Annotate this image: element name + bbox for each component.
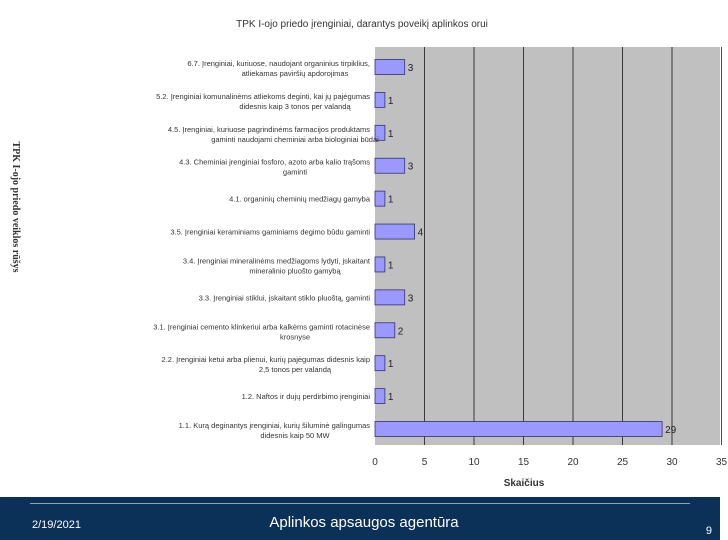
category-label: 3.1. Įrenginiai cemento klinkeriui arba kalkėms gaminti rotacinėse krosnyse (153, 322, 370, 342)
bar-value-label: 1 (387, 260, 394, 272)
bar-value-label: 29 (665, 425, 677, 436)
bar (375, 323, 395, 338)
x-tick-label: 35 (715, 457, 728, 468)
bar (375, 60, 405, 75)
x-axis-title: Skaičius (503, 478, 545, 489)
x-axis-ticks (372, 457, 727, 468)
footer-date: 2/19/2021 (32, 519, 81, 531)
bar (375, 92, 385, 107)
chart-title: TPK I-ojo priedo įrenginiai, darantys poveikį aplinkos orui (236, 19, 488, 30)
category-label: 3.3. Įrenginiai stiklui, įskaitant stiklo pluoštą, gaminti (198, 293, 370, 303)
bar (375, 224, 415, 239)
bar (375, 389, 385, 404)
bar-value-label: 1 (387, 392, 394, 404)
bar (375, 191, 385, 206)
bar-value-label: 2 (397, 326, 404, 338)
bar-value-label: 1 (387, 95, 394, 107)
bar-value-label: 3 (407, 161, 414, 173)
category-label: 6.7. Įrenginiai, kuriuose, naudojant organinius tirpiklius, atliekamas paviršių apdorojimas (187, 59, 370, 78)
category-label: 3.4. Įrenginiai mineralinėms medžiagoms lydyti, įskaitant mineralinio pluošto gamybą (182, 256, 370, 276)
footer-organization: Aplinkos apsaugos agentūra (269, 514, 459, 531)
bar (375, 422, 662, 437)
category-label: 4.1. organinių cheminių medžiagų gamyba (229, 194, 370, 204)
x-tick-label: 10 (468, 457, 480, 468)
x-tick-label: 25 (616, 457, 629, 468)
bar (375, 356, 385, 371)
page-number: 9 (705, 525, 712, 537)
category-label: 2.2. Įrenginiai ketui arba plienui, kurių pajėgumas didesnis kaip 2,5 tonos per valandą (161, 355, 370, 375)
x-tick-label: 5 (421, 457, 428, 468)
x-tick-label: 0 (372, 457, 378, 468)
bar-value-label: 1 (387, 359, 394, 371)
x-tick-label: 20 (567, 457, 579, 468)
category-label: 3.5. Įrenginiai keraminiams gaminiams degimo būdu gaminti (170, 227, 370, 237)
category-label: 5.2. Įrenginiai komunalinėms atliekoms deginti, kai jų pajėgumas didesnis kaip 3 tonos per valandą (156, 91, 370, 111)
footer-divider (30, 503, 690, 504)
bar (375, 290, 405, 305)
bar-value-label: 1 (387, 194, 394, 206)
bar-value-label: 3 (407, 63, 414, 74)
category-label: 4.5. Įrenginiai, kuriuose pagrindinėms farmacijos produktams gaminti naudojami cheminiai arba biologiniai būdai (167, 124, 379, 144)
category-label: 1.2. Naftos ir dujų perdirbimo įrenginiai (241, 392, 370, 402)
bar-value-label: 3 (407, 293, 414, 305)
x-tick-label: 15 (517, 457, 530, 468)
y-axis-title: TPK I-ojo priedo veiklos rūšys (10, 141, 21, 273)
category-label: 4.3. Cheminiai įrenginiai fosforo, azoto arba kalio trąšoms gaminti (179, 157, 370, 177)
bar-value-label: 4 (417, 227, 424, 239)
category-label: 1.1. Kurą deginantys įrenginiai, kurių šiluminė galingumas didesnis kaip 50 MW (178, 421, 370, 440)
bar (375, 158, 405, 173)
category-labels (153, 59, 379, 440)
bar (375, 257, 385, 272)
plot-area (375, 47, 720, 445)
slide-footer (0, 497, 720, 540)
bar-value-label: 1 (387, 128, 394, 140)
x-tick-label: 30 (666, 457, 678, 468)
